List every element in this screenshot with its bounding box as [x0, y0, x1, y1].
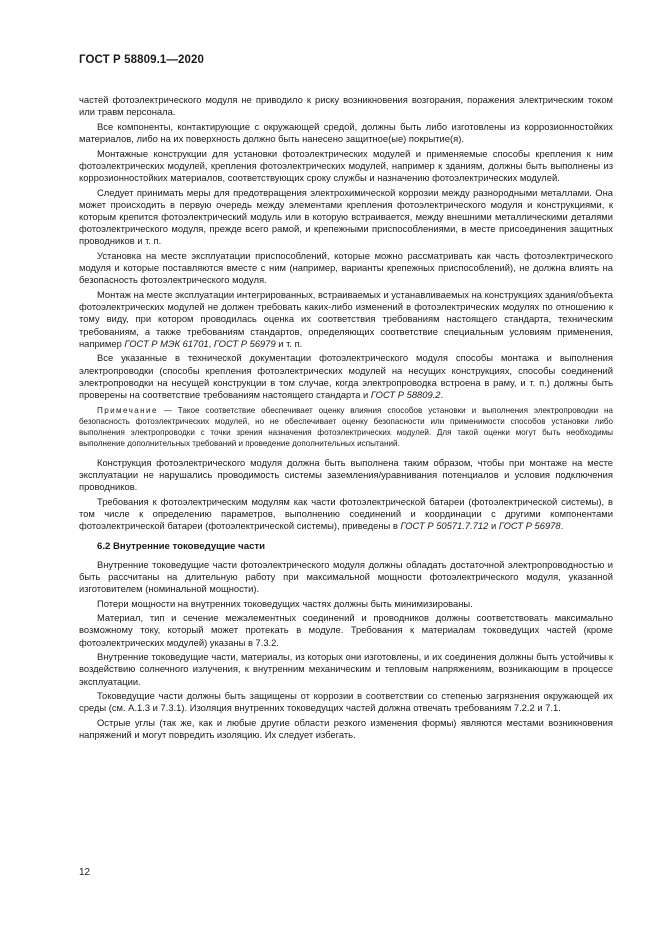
- standard-reference: ГОСТ Р 58809.2: [370, 389, 441, 401]
- paragraph: Материал, тип и сечение межэлементных соединений и проводников должны соответствовать максимально возможному току, который может протекать в модуле. Требования к материалам токоведущих частей (кроме фотоэлектрических модулей) указаны в 7.3.2.: [79, 612, 613, 648]
- paragraph-text: Все указанные в технической документации фотоэлектрического модуля способы монтажа и выполнения электропроводки (способы крепления фотоэлектрических модулей на несущих конструкциях, способы соединений электропроводки на несущей конструкции в том случае, когда электропроводка встроена в раму, и т. п.) должны быть проверены на соответствие требованиям настоящего стандарта и: [79, 352, 613, 401]
- paragraph: Монтажные конструкции для установки фотоэлектрических модулей и применяемые способы крепления к ним фотоэлектрических модулей, крепления фотоэлектрических модулей, например к зданиям, должны быть выполнены из коррозионностойких материалов, соответствующих сроку службы и назначению фотоэлектрических модулей.: [79, 147, 613, 183]
- paragraph: Все компоненты, контактирующие с окружающей средой, должны быть либо изготовлены из коррозионностойких материалов, либо на их поверхность должно быть нанесено защитное(ые) покрытие(я).: [79, 120, 613, 144]
- paragraph-text: .: [440, 389, 444, 401]
- paragraph: Следует принимать меры для предотвращения электрохимической коррозии между разнородными металлами. Она может происходить в первую очередь между элементами крепления фотоэлектрического модуля и конструкциями, к которым крепится фотоэлектрический модуль или в которую встраивается, между внешними металлическими деталями фотоэлектрического модуля, прежде всего рамой, и крепежными приспособлениями, в месте присоединения защитных проводников и т. п.: [79, 186, 613, 247]
- paragraph: Внутренние токоведущие части, материалы, из которых они изготовлены, и их соединения должны быть устойчивы к воздействию солнечного излучения, к внутренним механическим и тепловым напряжениям, возникающим в процессе эксплуатации.: [79, 651, 613, 687]
- section-heading: 6.2 Внутренние токоведущие части: [97, 541, 266, 553]
- standard-reference: ГОСТ Р МЭК 61701: [124, 337, 209, 349]
- paragraph: Внутренние токоведущие части фотоэлектрического модуля должны обладать достаточной электропроводностью и быть рассчитаны на длительную работу при максимальной мощности фотоэлектрического модуля, указанной изготовителем (номинальной мощности).: [79, 558, 613, 595]
- paragraph: Острые углы (так же, как и любые другие области резкого изменения формы) являются местами возникновения напряжений и могут повредить изоляцию. Их следует избегать.: [79, 717, 613, 741]
- paragraph: [79, 352, 613, 401]
- paragraph-text: Монтаж на месте эксплуатации интегрированных, встраиваемых и устанавливаемых на конструкциях здания/объекта фотоэлектрических модулей не должен требовать каких-либо изменений в фотоэлектрических модулях по отношению к тому виду, при котором проводилась оценка их соответствия требованиям настоящего стандарта, техническим требованиям, а также требованиям стандартов, определяющих соответствие специальным условиям применения, например: [79, 289, 613, 349]
- document-body: [79, 94, 613, 744]
- paragraph: Конструкция фотоэлектрического модуля должна быть выполнена таким образом, чтобы при монтаже на месте эксплуатации не нарушались проводимость системы заземления/уравнивания потенциалов и условия подключения проводников.: [79, 456, 613, 493]
- page-header: ГОСТ Р 58809.1—2020: [79, 54, 204, 66]
- paragraph: Установка на месте эксплуатации приспособлений, которые можно рассматривать как часть фотоэлектрического модуля и которые поставляются вместе с ним (например, варианты крепежных приспособлений), не должна влиять на безопасность фотоэлектрического модуля.: [79, 250, 613, 286]
- paragraph: Потери мощности на внутренних токоведущих частях должны быть минимизированы.: [97, 597, 473, 609]
- note-text: — Такое соответствие обеспечивает оценку влияния способов установки и выполнения электропроводки на безопасность фотоэлектрических модулей, но не обеспечивает оценку безопасности или применимости способов установки либо выполнения электропроводки с точки зрения назначения фотоэлектрических модулей. Для такой оценки могут быть необходимы выполнение дополнительных требований и проведение дополнительных испытаний.: [79, 406, 613, 448]
- standard-reference: ГОСТ Р 56978: [498, 520, 561, 532]
- page-number: 12: [79, 867, 91, 878]
- standard-reference: ГОСТ Р 56979: [213, 337, 276, 349]
- paragraph-text: Требования к фотоэлектрическим модулям как части фотоэлектрической батареи (фотоэлектрической системы), в том числе к определению параметров, выполнению соединений и координации с другими компонентами фотоэлектрической батареи (фотоэлектрической системы), приведены в: [79, 495, 613, 532]
- paragraph-text: .: [560, 520, 564, 532]
- note: [79, 406, 613, 450]
- paragraph-text: и т. п.: [278, 337, 303, 349]
- note-label: Примечание: [97, 406, 158, 416]
- separator: ,: [208, 337, 212, 349]
- paragraph: Токоведущие части должны быть защищены от коррозии в соответствии со степенью загрязнения окружающей их среды (см. А.1.3 и 7.3.1). Изоляция внутренних токоведущих частей должна отвечать требованиям 7.2.2 и 7.1.: [79, 690, 613, 714]
- paragraph-text: и: [490, 520, 497, 532]
- paragraph: [79, 496, 613, 533]
- standard-reference: ГОСТ Р 50571.7.712: [400, 520, 489, 532]
- paragraph: частей фотоэлектрического модуля не приводило к риску возникновения возгорания, поражения электрическим током или травм персонала.: [79, 94, 613, 118]
- paragraph: [79, 289, 613, 350]
